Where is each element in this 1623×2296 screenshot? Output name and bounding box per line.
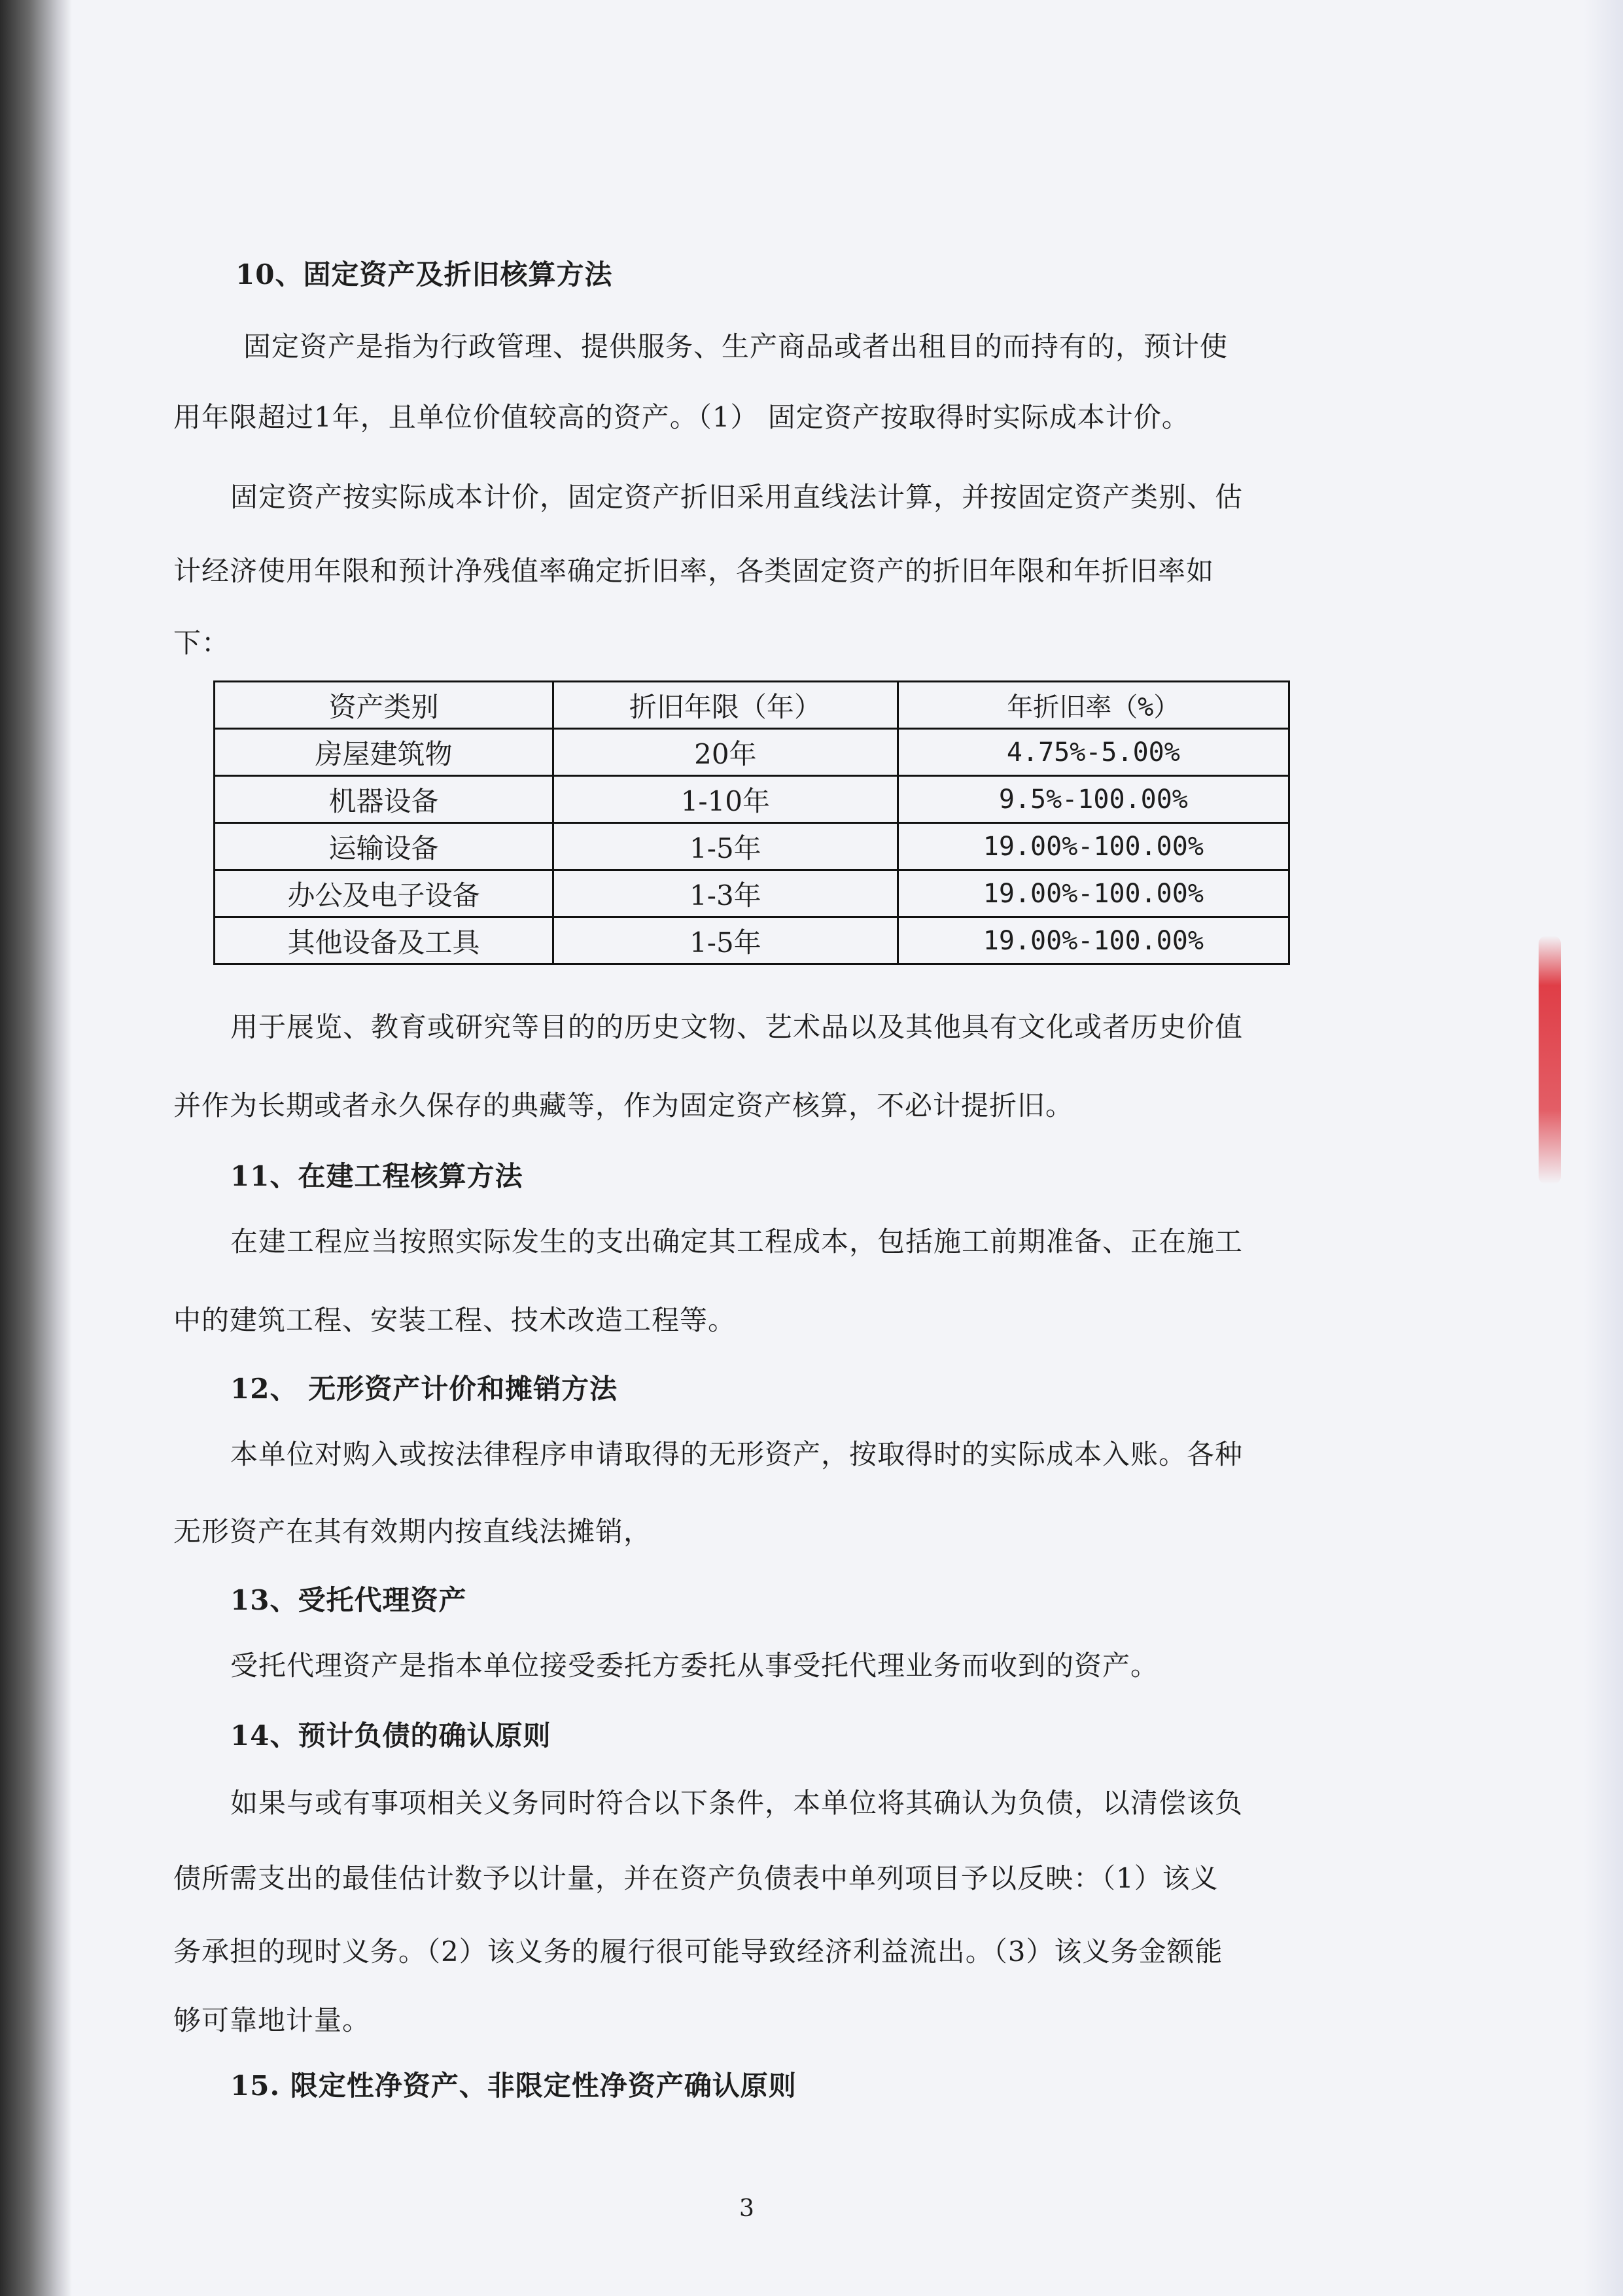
section-heading-10: 10、固定资产及折旧核算方法 — [236, 258, 613, 291]
page-number: 3 — [739, 2195, 754, 2222]
paragraph-line: 固定资产按实际成本计价，固定资产折旧采用直线法计算，并按固定资产类别、估 — [230, 481, 1244, 513]
depreciation-years-cell: 1-5年 — [553, 917, 898, 964]
depreciation-rate-cell: 19.00%-100.00% — [898, 823, 1289, 870]
paragraph-line: 本单位对购入或按法律程序申请取得的无形资产，按取得时的实际成本入账。各种 — [230, 1438, 1244, 1470]
paragraph-line: 如果与或有事项相关义务同时符合以下条件，本单位将其确认为负债，以清偿该负 — [230, 1787, 1244, 1819]
depreciation-rate-cell: 19.00%-100.00% — [898, 917, 1289, 964]
table-row — [215, 823, 1289, 870]
paragraph-line: 在建工程应当按照实际发生的支出确定其工程成本，包括施工前期准备、正在施工 — [230, 1226, 1244, 1258]
paragraph-line: 用于展览、教育或研究等目的的历史文物、艺术品以及其他具有文化或者历史价值 — [230, 1011, 1244, 1043]
depreciation-years-cell: 20年 — [553, 729, 898, 776]
depreciation-years-cell: 1-10年 — [553, 776, 898, 823]
depreciation-table — [213, 680, 1290, 965]
paragraph-line: 无形资产在其有效期内按直线法摊销， — [173, 1515, 652, 1547]
paragraph-line: 务承担的现时义务。（2）该义务的履行很可能导致经济利益流出。（3）该义务金额能 — [173, 1935, 1223, 1968]
asset-category-cell: 运输设备 — [215, 823, 553, 870]
depreciation-rate-cell: 9.5%-100.00% — [898, 776, 1289, 823]
asset-category-cell: 机器设备 — [215, 776, 553, 823]
paragraph-line: 下： — [173, 627, 230, 659]
section-heading-11: 11、在建工程核算方法 — [230, 1160, 523, 1192]
depreciation-rate-cell: 19.00%-100.00% — [898, 870, 1289, 917]
table-header-cell: 资产类别 — [215, 682, 553, 729]
depreciation-years-cell: 1-5年 — [553, 823, 898, 870]
paragraph-line: 用年限超过1年，且单位价值较高的资产。（1） 固定资产按取得时实际成本计价。 — [173, 401, 1190, 433]
depreciation-years-cell: 1-3年 — [553, 870, 898, 917]
table-header-cell: 年折旧率（%） — [898, 682, 1289, 729]
section-heading-15: 15. 限定性净资产、非限定性净资产确认原则 — [230, 2070, 797, 2102]
section-heading-14: 14、预计负债的确认原则 — [230, 1720, 551, 1752]
paragraph-line: 固定资产是指为行政管理、提供服务、生产商品或者出租目的而持有的，预计使 — [243, 330, 1229, 362]
table-row — [215, 729, 1289, 776]
asset-category-cell: 房屋建筑物 — [215, 729, 553, 776]
paragraph-line: 中的建筑工程、安装工程、技术改造工程等。 — [173, 1304, 737, 1336]
table-row — [215, 917, 1289, 964]
paragraph-line: 够可靠地计量。 — [173, 2004, 371, 2036]
table-header-row — [215, 682, 1289, 729]
table-header-cell: 折旧年限（年） — [553, 682, 898, 729]
paragraph-line: 受托代理资产是指本单位接受委托方委托从事受托代理业务而收到的资产。 — [230, 1650, 1159, 1682]
paragraph-line: 计经济使用年限和预计净残值率确定折旧率，各类固定资产的折旧年限和年折旧率如 — [173, 555, 1215, 587]
asset-category-cell: 其他设备及工具 — [215, 917, 553, 964]
paragraph-line: 并作为长期或者永久保存的典藏等，作为固定资产核算，不必计提折旧。 — [173, 1089, 1074, 1122]
table-row — [215, 776, 1289, 823]
section-heading-13: 13、受托代理资产 — [230, 1584, 467, 1616]
table-row — [215, 870, 1289, 917]
asset-category-cell: 办公及电子设备 — [215, 870, 553, 917]
paragraph-line: 债所需支出的最佳估计数予以计量，并在资产负债表中单列项目予以反映：（1）该义 — [173, 1862, 1219, 1894]
section-heading-12: 12、 无形资产计价和摊销方法 — [230, 1373, 618, 1405]
depreciation-rate-cell: 4.75%-5.00% — [898, 729, 1289, 776]
